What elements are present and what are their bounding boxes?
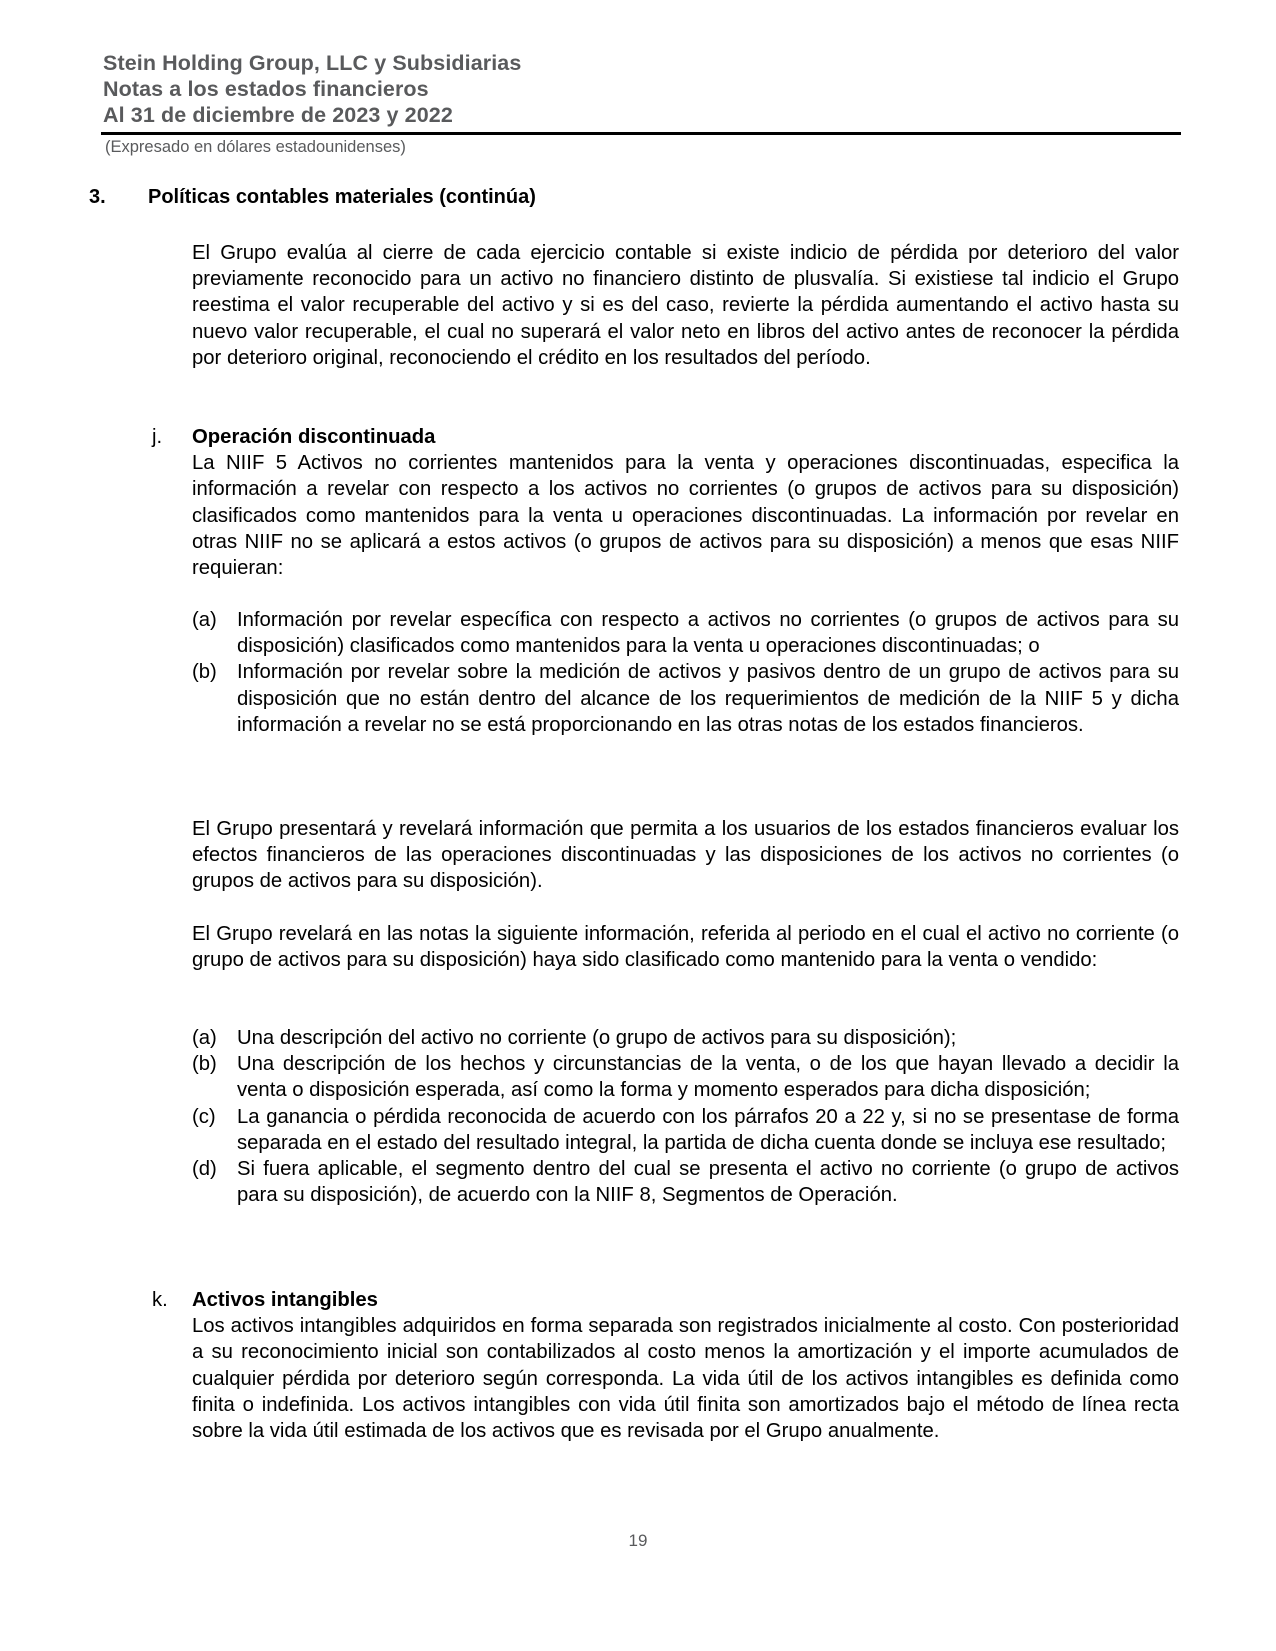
list-item-text: Información por revelar específica con respecto a activos no corrientes (o grupos de activos para su disposición) clasificados como mantenidos para la venta u operaciones discontinuadas; o	[237, 609, 1179, 658]
section-title: Políticas contables materiales (continúa)	[148, 186, 536, 208]
list-item-text: Información por revelar sobre la medición de activos y pasivos dentro de un grupo de activos para su disposición que no están dentro del alcance de los requerimientos de medición de la NIIF 5 y dicha información a revelar no se está proporcionando en las otras notas de los estados financieros.	[237, 661, 1179, 736]
intro-paragraph	[192, 240, 1179, 371]
list-item	[192, 607, 1179, 659]
paragraph-text: El Grupo revelará en las notas la siguiente información, referida al periodo en el cual el activo no corriente (o grupo de activos para su disposición) haya sido clasificado como mantenido para la venta o vendido:	[192, 923, 1179, 972]
subsection-k-letter: k.	[152, 1289, 168, 1311]
disclosure-list-1	[192, 607, 1179, 738]
disclosure-list-2	[192, 1025, 1179, 1208]
currency-note: (Expresado en dólares estadounidenses)	[105, 138, 406, 156]
header-rule	[101, 132, 1181, 135]
company-name: Stein Holding Group, LLC y Subsidiarias	[103, 51, 522, 75]
subsection-j-paragraph: La NIIF 5 Activos no corrientes mantenidos para la venta y operaciones discontinuadas, especifica la información a revelar con respecto a los activos no corrientes (o grupos de activos para su disposición) clasificados como mantenidos para la venta u operaciones discontinuadas. La información por revelar en otras NIIF no se aplicará a estos activos (o grupos de activos para su disposición) a menos que esas NIIF requieran:	[192, 452, 1179, 580]
list-marker: (b)	[192, 1053, 217, 1076]
list-marker: (a)	[192, 1027, 217, 1049]
report-date: Al 31 de diciembre de 2023 y 2022	[103, 103, 453, 127]
page-header	[103, 50, 521, 128]
list-item	[192, 659, 1179, 738]
subsection-k-paragraph: Los activos intangibles adquiridos en forma separada son registrados inicialmente al costo. Con posterioridad a su reconocimiento inicial son contabilizados al costo menos la amortización y el importe acumulados de cualquier pérdida por deterioro según corresponda. La vida útil de los activos intangibles es definida como finita o indefinida. Los activos intangibles con vida útil finita son amortizados bajo el método de línea recta sobre la vida útil estimada de los activos que es revisada por el Grupo anualmente.	[192, 1315, 1179, 1443]
list-marker: (c)	[192, 1105, 216, 1128]
section-number: 3.	[89, 186, 106, 208]
subsection-j-title: Operación discontinuada	[192, 426, 436, 448]
list-item-text: Una descripción de los hechos y circunstancias de la venta, o de los que hayan llevado a decidir la venta o disposición esperada, así como la forma y momento esperados para dicha disposición;	[237, 1053, 1179, 1102]
subsection-j	[192, 424, 1179, 581]
list-marker: (b)	[192, 661, 217, 684]
subsection-k	[192, 1287, 1179, 1444]
document-title: Notas a los estados financieros	[103, 77, 429, 101]
list-marker: (d)	[192, 1158, 217, 1181]
subsection-k-title: Activos intangibles	[192, 1289, 378, 1311]
list-item-text: Una descripción del activo no corriente (o grupo de activos para su disposición);	[237, 1027, 957, 1049]
list-item-text: La ganancia o pérdida reconocida de acuerdo con los párrafos 20 a 22 y, si no se presentase de forma separada en el estado del resultado integral, la partida de dicha cuenta donde se incluya ese resultado;	[237, 1105, 1179, 1154]
list-item	[192, 1051, 1179, 1103]
list-item	[192, 1104, 1179, 1156]
list-item-text: Si fuera aplicable, el segmento dentro del cual se presenta el activo no corriente (o grupo de activos para su disposición), de acuerdo con la NIIF 8, Segmentos de Operación.	[237, 1158, 1179, 1207]
list-marker: (a)	[192, 609, 217, 631]
intro-paragraph-text: El Grupo evalúa al cierre de cada ejercicio contable si existe indicio de pérdida por deterioro del valor previamente reconocido para un activo no financiero distinto de plusvalía. Si existiese tal indicio el Grupo reestima el valor recuperable del activo y si es del caso, revierte la pérdida aumentando el activo hasta su nuevo valor recuperable, el cual no superará el valor neto en libros del activo antes de reconocer la pérdida por deterioro original, reconociendo el crédito en los resultados del período.	[192, 242, 1179, 369]
subsection-j-paragraph-3	[192, 921, 1179, 973]
paragraph-text: El Grupo presentará y revelará información que permita a los usuarios de los estados financieros evaluar los efectos financieros de las operaciones discontinuadas y las disposiciones de los activos no corrientes (o grupos de activos para su disposición).	[192, 818, 1179, 893]
list-item	[192, 1156, 1179, 1208]
subsection-j-letter: j.	[152, 426, 163, 448]
list-item	[192, 1025, 1179, 1051]
page-number: 19	[628, 1531, 648, 1550]
subsection-j-paragraph-2	[192, 816, 1179, 895]
